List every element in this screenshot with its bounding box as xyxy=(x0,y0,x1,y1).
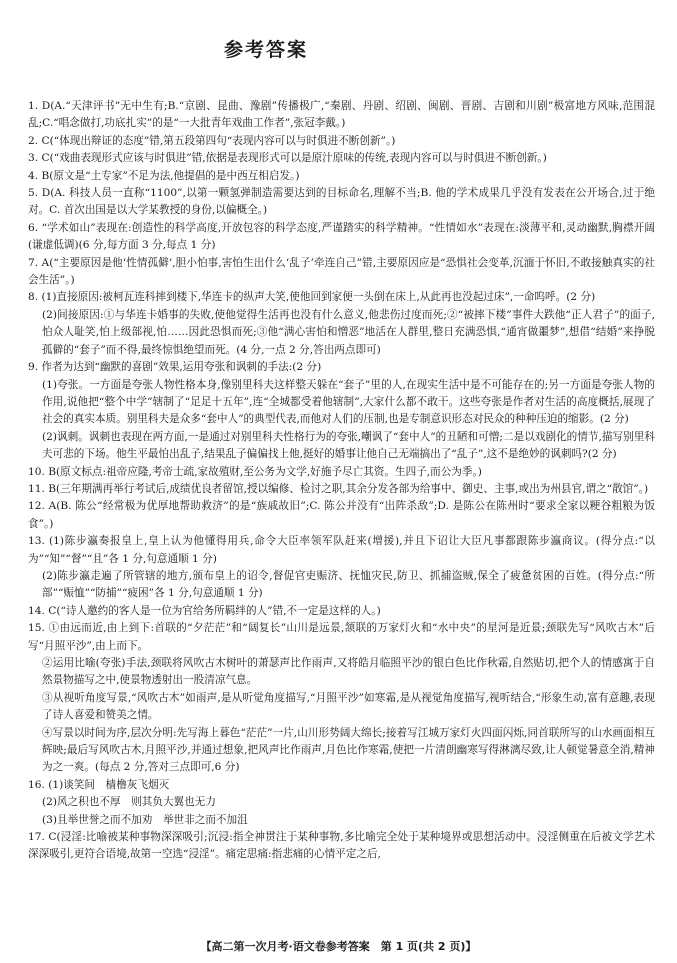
answer-12: 12. A(B. 陈公“经常极为优厚地帮助救济”的是“族戚故旧”;C. 陈公并没有“出阵杀敌”;D. 是陈公在陈州时“要求全家以粳谷粗粮为饭食”。) xyxy=(28,500,655,530)
answer-5: 5. D(A. 科技人员一直称“1100”,以第一颗氢弹制造需要达到的目标命名,理解不当;B. 他的学术成果几乎没有发表在公开场合,过于绝对。C. 首次出国是以大学某教授的身份,以偏概全。) xyxy=(28,187,655,217)
answer-1: 1. D(A.“天津评书”无中生有;B.“京剧、昆曲、豫剧”传播极广,“秦剧、丹剧、绍剧、闽剧、晋剧、吉剧和川剧”极富地方风味,范围混乱;C.“唱念做打,功底扎实”的是“一大批青年戏曲工作者”,张冠李戴。) xyxy=(28,100,655,130)
answer-16-line-2: (2)风之积也不厚 则其负大翼也无力 xyxy=(42,796,216,809)
answer-6: 6. “学术如山”表现在:创造性的科学高度,开放包容的科学态度,严谨踏实的科学精神。“性情如水”表现在:淡薄平和,灵动幽默,胸襟开阔(谦虚低调)(6 分,每方面 3 分,每点 1 分) xyxy=(28,221,655,252)
answer-16-line-1: 16. (1)谈笑间 樯橹灰飞烟灭 xyxy=(28,778,170,791)
answer-13-part-2: (2)陈步瀛走遍了所管辖的地方,颁布皇上的诏令,督促官吏赈济、抚恤灾民,防卫、抓捕盗贼,保全了疲惫贫困的百姓。(得分点:“所部”“赈恤”“防捕”“疲困”各 1 分,句意通顺 1 分) xyxy=(42,569,655,600)
answer-15-point-2: ②运用比喻(夸张)手法,颈联将风吹古木树叶的萧瑟声比作雨声,又将皓月临照平沙的银白色比作秋霜,自然贴切,把个人的情感寓于自然景物描写之中,使景物透射出一股清凉气息。 xyxy=(42,657,655,687)
answer-13-part-1: 13. (1)陈步瀛奏报皇上,皇上认为他懂得用兵,命令大臣率领军队赶来(增援),并且下诏让大臣凡事都跟陈步瀛商议。(得分点:“以为”“知”“督”“且”各 1 分,句意通顺 1 分) xyxy=(28,535,655,565)
answer-2: 2. C(“体现出辩证的态度”错,第五段第四句“表现内容可以与时俱进不断创新”。) xyxy=(28,134,396,147)
answer-8-part-2: (2)间接原因:①与华连卡婚事的失败,使他觉得生活再也没有什么意义,他悲伤过度而死;②“被摔下楼”事件大跌他“正人君子”的面子,怕众人耻笑,怕上级部视,怕……因此恐惧而死;③他“满心害怕和憎恶”地活在人群里,整日充满恐惧,“通宵做噩梦”,想借“结婚”来挣脱孤僻的“套子”而不得,最终惊惧绝望而死。(4 分,一点 2 分,答出两点即可) xyxy=(42,308,655,356)
answer-15-point-1: 15. ①由远而近,由上到下:首联的“夕茫茫”和“阔复长”山川是远景,颔联的万家灯火和“水中央”的星河是近景;颈联先写“风吹古木”后写“月照平沙”,由上而下。 xyxy=(28,622,655,652)
answer-15-point-3: ③从视听角度写景,“风吹古木”如雨声,是从听觉角度描写,“月照平沙”如寒霜,是从视觉角度描写,视听结合,“形象生动,富有意趣,表现了诗人喜爱和赞美之情。 xyxy=(42,691,655,722)
answer-4: 4. B(原文是“土专家”不足为法,他提倡的是中西互相启发。) xyxy=(28,169,300,182)
answer-14: 14. C(“诗人邀约的客人是一位为官给务所羁绊的人”错,不一定是这样的人。) xyxy=(28,604,381,617)
page-title: 参考答案 xyxy=(224,39,309,61)
answer-9-part-2: (2)讽刺。讽刺也表现在两方面,一是通过对别里科夫性格行为的夸张,嘲讽了“套中人”的丑陋和可憎;二是以戏剧化的情节,描写别里科夫可悲的下场。他生平最怕出乱子,结果乱子偏偏找上他,挺好的婚事让他自己无端搞出了“乱子”,这不是绝妙的讽刺吗?(2 分) xyxy=(42,430,655,461)
answer-3: 3. C(“戏曲表现形式应该与时俱进”错,依据是表现形式可以是原汁原味的传统,表现内容可以与时俱进不断创新。) xyxy=(28,152,547,165)
answer-7: 7. A(“主要原因是他‘性情孤僻’,胆小怕事,害怕生出什么‘乱子’牵连自己”错,主要原因应是“恐惧社会变革,沉湎于怀旧,不敢接触真实的社会生活”。) xyxy=(28,256,655,287)
page-footer: 【高二第一次月考·语文卷参考答案 第 1 页(共 2 页)】 xyxy=(200,939,477,953)
answer-17: 17. C(浸淫:比喻被某种事物深深吸引;沉浸:指全神贯注于某种事物,多比喻完全处于某种境界或思想活动中。浸淫侧重在后被文学艺术深深吸引,更符合语境,故第一空选“浸淫”。痛定思痛:指悲痛的心情平定之后, xyxy=(28,831,655,861)
answer-9: 9. 作者为达到“幽默的喜剧”效果,运用夸张和讽刺的手法:(2 分) xyxy=(28,361,322,374)
answer-8-part-1: 8. (1)直接原因:被柯瓦连科摔到楼下,华连卡的纵声大笑,使他回到家便一头倒在床上,从此再也没起过床”,一命呜呼。(2 分) xyxy=(28,291,596,304)
answer-11: 11. B(三年期满再举行考试后,成绩优良者留馆,授以编修、检讨之职,其余分发各部为给事中、御史、主事,或出为州县官,谓之“散馆”。) xyxy=(28,482,649,495)
answer-16-line-3: (3)且举世誉之而不加劝 举世非之而不加沮 xyxy=(42,813,248,826)
answer-10: 10. B(原文标点:祖帝应隆,考帝士疏,家故殖财,至公务为文学,好施予尽亡其资。生四子,而公为季。) xyxy=(28,465,482,478)
answer-9-part-1: (1)夸张。一方面是夸张人物性格本身,像别里科夫这样整天躲在“套子”里的人,在现实生活中是不可能存在的;另一方面是夸张人物的作用,说他把“整个中学”辖制了“足足十五年”,连“全城都受着他辖制”,大家什么都不敢干。这些夸张是作者对生活的高度概括,展现了社会的真实本质。别里科夫是众多“套中人”的典型代表,而他对人们的压制,也是专制意识形态对民众的种种压迫的缩影。(2 分) xyxy=(42,378,655,426)
answer-15-point-4: ④写景以时间为序,层次分明:先写海上暮色“茫茫”一片,山川形势阔大绵长;接着写江城万家灯火四面闪烁,同首联所写的山水画面相互辉映;最后写风吹古木,月照平沙,并通过想象,把风声比作雨声,月色比作寒霜,使把一片清朗幽寒写得淋漓尽致,让人顿觉暑意全消,精神为之一爽。(每点 2 分,答对三点即可,6 分) xyxy=(42,726,655,774)
